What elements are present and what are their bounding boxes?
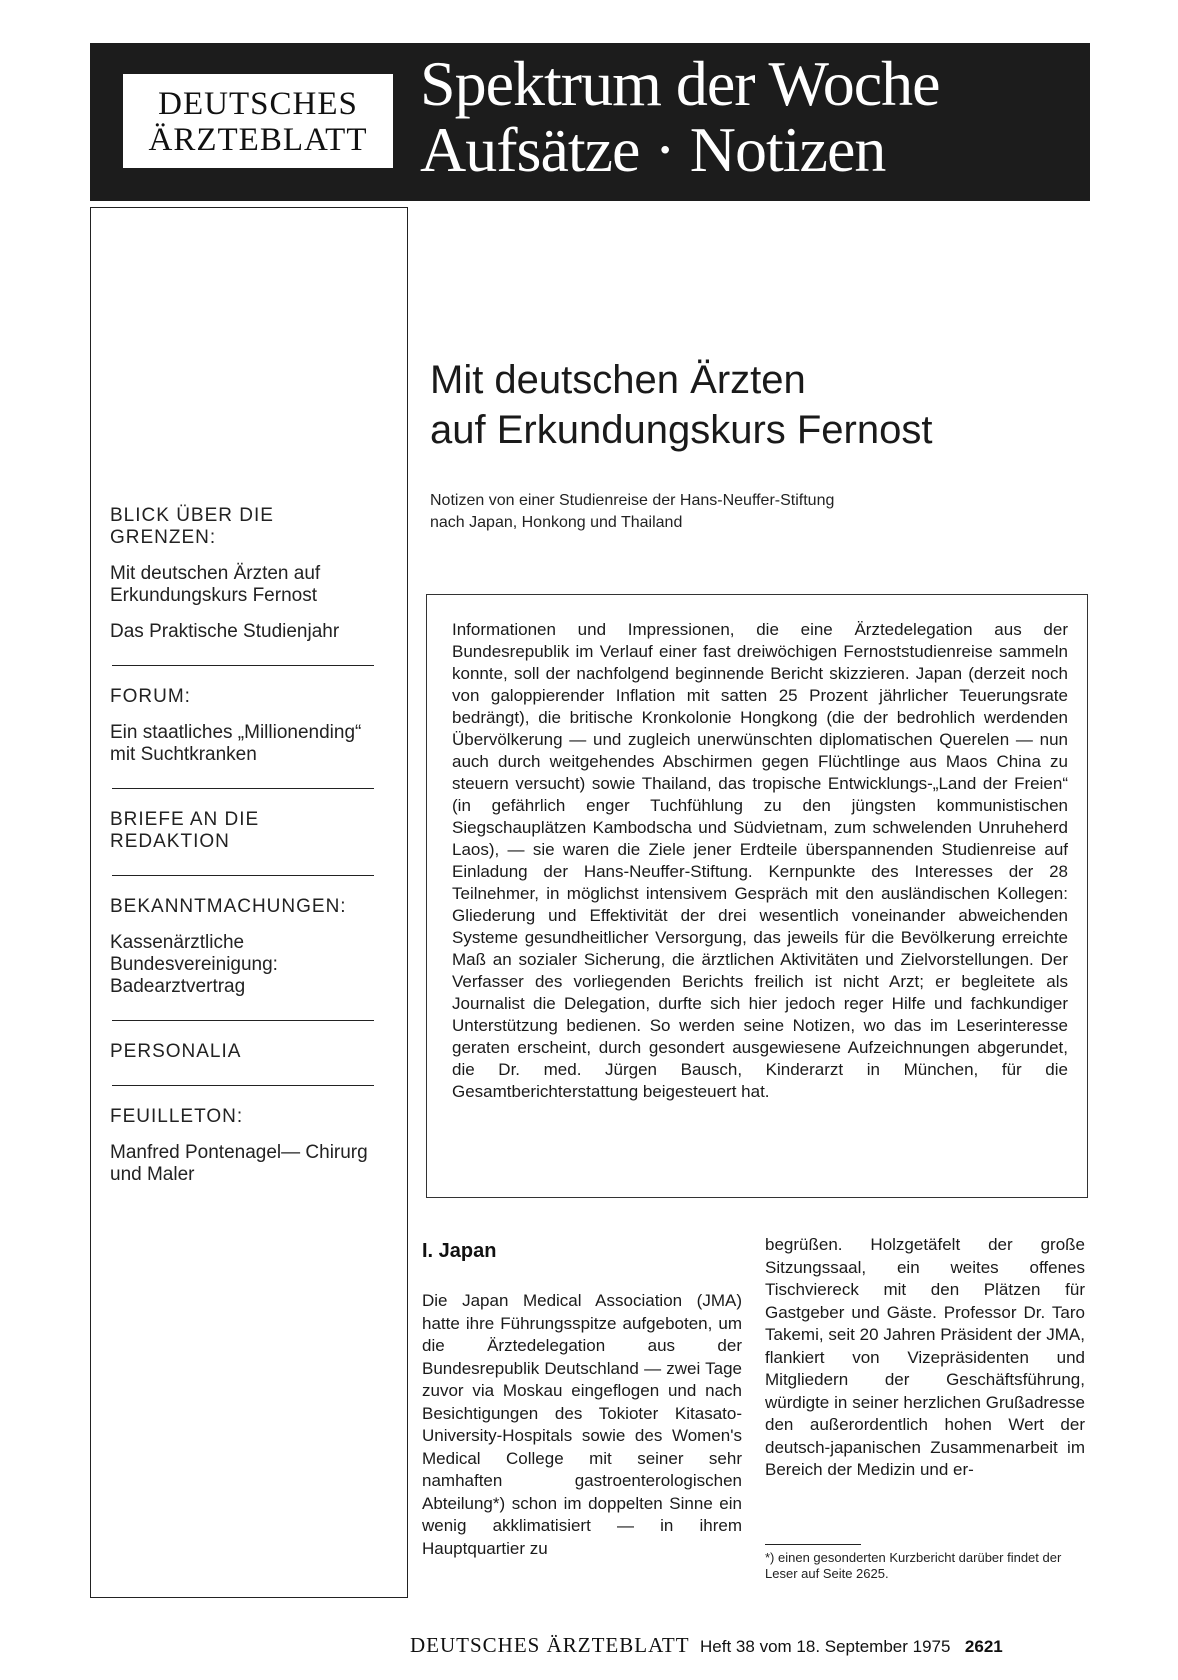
headline-line-1: Mit deutschen Ärzten [430, 358, 806, 402]
table-of-contents [110, 505, 380, 1186]
subhead-line-2: nach Japan, Honkong und Thailand [430, 514, 683, 531]
lead-paragraph: Informationen und Impressionen, die eine Ärztedelegation aus der Bundesrepublik im Verlauf einer fast dreiwöchigen Fernoststudienreise sammeln konnte, soll der nachfolgend beginnende Bericht skizzieren. Japan (derzeit noch von galoppierender Inflation mit satten 25 Prozent jährlicher Teuerungsrate bedrängt), die britische Kronkolonie Hongkong (die der bedrohlich werdenden Übervölkerung — und zugleich unerwünschten diplomatischen Querelen — nun auch durch weitgehendes Abschirmen gegen Flüchtlinge aus Maos China zu steuern versucht) sowie Thailand, das tropische Entwicklungs-„Land der Freien“ (in gefährlich enger Tuchfühlung zu den jüngsten kommunistischen Siegschauplätzen Kambodscha und Südvietnam, zum schwelenden Unruheherd Laos), — sie waren die Ziele jener Erdteile überspannenden Studienreise auf Einladung der Hans-Neuffer-Stiftung. Kernpunkte des Interesses der 28 Teilnehmer, in möglichst intensivem Gespräch mit den ausländischen Kollegen: Gliederung und Effektivität der drei wesentlich voneinander abweichenden Systeme gesundheitlicher Versorgung, das jeweils für die Bevölkerung erreichte Maß an sozialer Sicherung, die ärztlichen Aktivitäten und Zielvorstellungen. Der Verfasser des vorliegenden Berichts freilich ist nicht Arzt; er begleitete als Journalist die Delegation, durfte sich hier jedoch reger Hilfe und fachkundiger Unterstützung bedienen. So werden seine Notizen, wo das im Leserinteresse geraten erscheint, durch gesondert ausgewiesene Aufzeichnungen abgerundet, die Dr. med. Jürgen Bausch, Kinderarzt in München, für die Gesamtberichterstattung beigesteuert hat. [452, 620, 1068, 1101]
toc-entry[interactable]: Ein staatliches „Millionending“ mit Suchtkranken [110, 722, 362, 765]
article-subhead [430, 490, 834, 534]
toc-section [110, 686, 380, 766]
toc-heading[interactable]: BRIEFE AN DIE REDAKTION [110, 809, 260, 852]
toc-entry[interactable]: Kassenärztliche Bundesvereinigung: Badearztvertrag [110, 932, 278, 997]
banner-title-line-2: Aufsätze · Notizen [420, 114, 886, 185]
toc-divider [112, 788, 374, 789]
toc-heading: FORUM: [110, 686, 191, 707]
page-footer [410, 1633, 1003, 1658]
toc-divider [112, 665, 374, 666]
toc-entry[interactable]: Mit deutschen Ärzten auf Erkundungskurs Fernost [110, 563, 321, 606]
logo-line-2: ÄRZTEBLATT [148, 122, 368, 158]
toc-section [110, 1106, 380, 1186]
article-headline [430, 355, 932, 455]
footnote-rule [765, 1544, 861, 1545]
journal-logo [120, 71, 396, 171]
page-number: 2621 [964, 1637, 1003, 1656]
toc-section [110, 1041, 380, 1063]
header-banner [90, 43, 1090, 201]
headline-line-2: auf Erkundungskurs Fernost [430, 408, 933, 452]
toc-divider [112, 875, 374, 876]
toc-section [110, 505, 380, 643]
toc-entry[interactable]: Manfred Pontenagel— Chirurg und Maler [110, 1142, 368, 1185]
toc-heading: FEUILLETON: [110, 1106, 244, 1127]
footer-issue: Heft 38 vom 18. September 1975 [700, 1637, 951, 1656]
body-column-1: Die Japan Medical Association (JMA) hatte ihre Führungsspitze aufgeboten, um die Ärztedelegation aus der Bundesrepublik Deutschland — zwei Tage zuvor via Moskau eingeflogen und nach Besichtigungen des Tokioter Kitasato-University-Hospitals sowie des Women's Medical College mit seiner sehr namhaften gastroenterologischen Abteilung*) schon im doppelten Sinne ein wenig akklimatisiert — in ihrem Hauptquartier zu [422, 1291, 742, 1558]
section-heading: I. Japan [422, 1240, 497, 1262]
subhead-line-1: Notizen von einer Studienreise der Hans-Neuffer-Stiftung [430, 492, 835, 509]
toc-heading: BLICK ÜBER DIE GRENZEN: [110, 505, 274, 548]
body-column-2: begrüßen. Holzgetäfelt der große Sitzungssaal, ein weites offenes Tischviereck mit den Plätzen für Gastgeber und Gäste. Professor Dr. Taro Takemi, seit 20 Jahren Präsident der JMA, flankiert von Vizepräsidenten und Mitgliedern der Geschäftsführung, würdigte in seiner herzlichen Grußadresse den außerordentlich hohen Wert der deutsch-japanischen Zusammenarbeit im Bereich der Medizin und er- [765, 1235, 1085, 1479]
toc-heading[interactable]: PERSONALIA [110, 1041, 242, 1062]
banner-title-line-1: Spektrum der Woche [420, 48, 940, 119]
toc-section [110, 896, 380, 998]
toc-heading: BEKANNTMACHUNGEN: [110, 896, 347, 917]
footer-journal: DEUTSCHES ÄRZTEBLATT [410, 1633, 690, 1657]
toc-divider [112, 1020, 374, 1021]
banner-title [420, 48, 940, 185]
footnote: *) einen gesonderten Kurzbericht darüber findet der Leser auf Seite 2625. [765, 1550, 1062, 1581]
toc-section [110, 809, 380, 853]
toc-divider [112, 1085, 374, 1086]
logo-line-1: DEUTSCHES [158, 86, 358, 122]
toc-entry[interactable]: Das Praktische Studienjahr [110, 621, 340, 642]
